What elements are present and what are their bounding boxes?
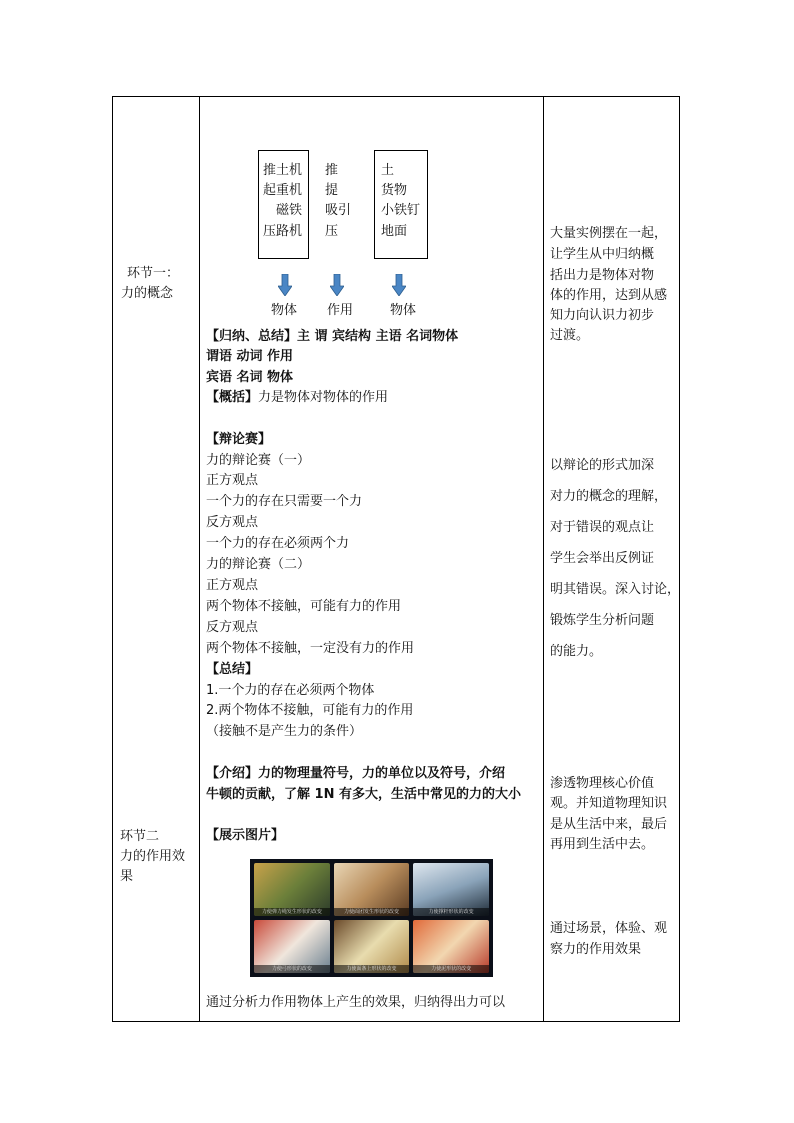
section2-label: 环节二 <box>120 829 160 844</box>
concept-tag: 【概括】 <box>206 390 259 405</box>
note-line: 对于错误的观点让 <box>550 520 655 535</box>
debate-line: 反方观点 <box>206 515 259 530</box>
photo-caption: 力使面条上形状的改变 <box>334 965 410 973</box>
note-line: 对力的概念的理解， <box>550 489 668 504</box>
object-item: 地面 <box>381 224 408 239</box>
section1-title: 力的概念 <box>121 286 174 301</box>
note-line: 过渡。 <box>550 328 590 343</box>
note-line: 体的作用，达到从感 <box>550 288 668 303</box>
debate-line: 一个力的存在必须两个力 <box>206 536 350 551</box>
summary-line: 谓语 动词 作用 <box>206 349 294 364</box>
conclusion-line: 1.一个力的存在必须两个物体 <box>206 683 375 698</box>
photo-archery <box>254 920 330 973</box>
conclusion-line: 2.两个物体不接触，可能有力的作用 <box>206 703 414 718</box>
note-line: 察力的作用效果 <box>550 942 642 957</box>
column-divider <box>199 97 200 1021</box>
photo-caption: 力使撑杆形状的改变 <box>413 908 489 916</box>
debate-line: 力的辩论赛（二） <box>206 557 311 572</box>
debate-title: 【辩论赛】 <box>206 432 272 447</box>
photo-caption: 力使泥形状的改变 <box>413 965 489 973</box>
conclusion-title: 【总结】 <box>206 662 259 677</box>
conclusion-line: （接触不是产生力的条件） <box>206 724 363 739</box>
concept-line <box>206 388 388 408</box>
note-line: 再用到生活中去。 <box>550 837 655 852</box>
verb-item: 推 <box>325 163 339 178</box>
photo-rubber-band <box>254 863 330 916</box>
debate-line: 一个力的存在只需要一个力 <box>206 494 363 509</box>
photo-pizza <box>334 920 410 973</box>
analysis-line: 通过分析力作用物体上产生的效果，归纳得出力可以 <box>206 995 506 1010</box>
note-line: 明其错误。深入讨论， <box>550 582 681 597</box>
photo-pole-vault <box>413 863 489 916</box>
subject-item: 磁铁 <box>276 203 303 218</box>
diagram-bottom-label: 物体 <box>390 303 417 318</box>
note-line: 让学生从中归纳概 <box>550 247 655 262</box>
intro-line: 【介绍】力的物理量符号，力的单位以及符号，介绍 <box>206 766 506 781</box>
debate-line: 正方观点 <box>206 578 259 593</box>
debate-line: 正方观点 <box>206 473 259 488</box>
show-pictures-title: 【展示图片】 <box>206 828 285 843</box>
photo-caption: 力使弓形状的改变 <box>254 965 330 973</box>
note-line: 是从生活中来，最后 <box>550 817 668 832</box>
object-item: 小铁钉 <box>381 203 421 218</box>
object-item: 土 <box>381 163 395 178</box>
photo-caption: 力使弹力绳发生形状的改变 <box>254 908 330 916</box>
down-arrow-icon <box>330 274 344 296</box>
subject-item: 压路机 <box>263 224 303 239</box>
debate-line: 反方观点 <box>206 620 259 635</box>
note-line: 渗透物理核心价值 <box>550 776 655 791</box>
object-item: 货物 <box>381 183 408 198</box>
verb-item: 吸引 <box>325 203 352 218</box>
note-line: 观。并知道物理知识 <box>550 796 668 811</box>
force-effect-photo-grid <box>250 859 493 977</box>
down-arrow-icon <box>392 274 406 296</box>
note-line: 大量实例摆在一起， <box>550 226 668 241</box>
debate-line: 两个物体不接触，可能有力的作用 <box>206 599 402 614</box>
note-line: 锻炼学生分析问题 <box>550 613 655 628</box>
note-line: 的能力。 <box>550 644 603 659</box>
subject-item: 起重机 <box>263 183 303 198</box>
summary-line: 宾语 名词 物体 <box>206 370 294 385</box>
debate-line: 力的辩论赛（一） <box>206 453 311 468</box>
subject-item: 推土机 <box>263 163 303 178</box>
photo-clay-figures <box>413 920 489 973</box>
section1-label: 环节一： <box>127 266 180 281</box>
intro-line: 牛顿的贡献，了解 1N 有多大，生活中常见的力的大小 <box>206 787 521 802</box>
note-line: 以辩论的形式加深 <box>550 458 655 473</box>
diagram-bottom-label: 作用 <box>327 303 354 318</box>
down-arrow-icon <box>278 274 292 296</box>
note-line: 通过场景，体验、观 <box>550 921 668 936</box>
note-line: 括出力是物体对物 <box>550 268 655 283</box>
column-divider <box>543 97 544 1021</box>
diagram-bottom-label: 物体 <box>271 303 298 318</box>
verb-item: 压 <box>325 224 339 239</box>
debate-line: 两个物体不接触，一定没有力的作用 <box>206 641 415 656</box>
note-line: 学生会举出反例证 <box>550 551 655 566</box>
concept-text: 力是物体对物体的作用 <box>258 390 389 405</box>
photo-dough <box>334 863 410 916</box>
section2-title-line2: 果 <box>120 869 134 884</box>
photo-caption: 力使面团发生形状的改变 <box>334 908 410 916</box>
note-line: 知力向认识力初步 <box>550 308 655 323</box>
verb-item: 提 <box>325 183 339 198</box>
section2-title-line1: 力的作用效 <box>120 849 186 864</box>
summary-line: 【归纳、总结】主 谓 宾结构 主语 名词物体 <box>206 329 459 344</box>
